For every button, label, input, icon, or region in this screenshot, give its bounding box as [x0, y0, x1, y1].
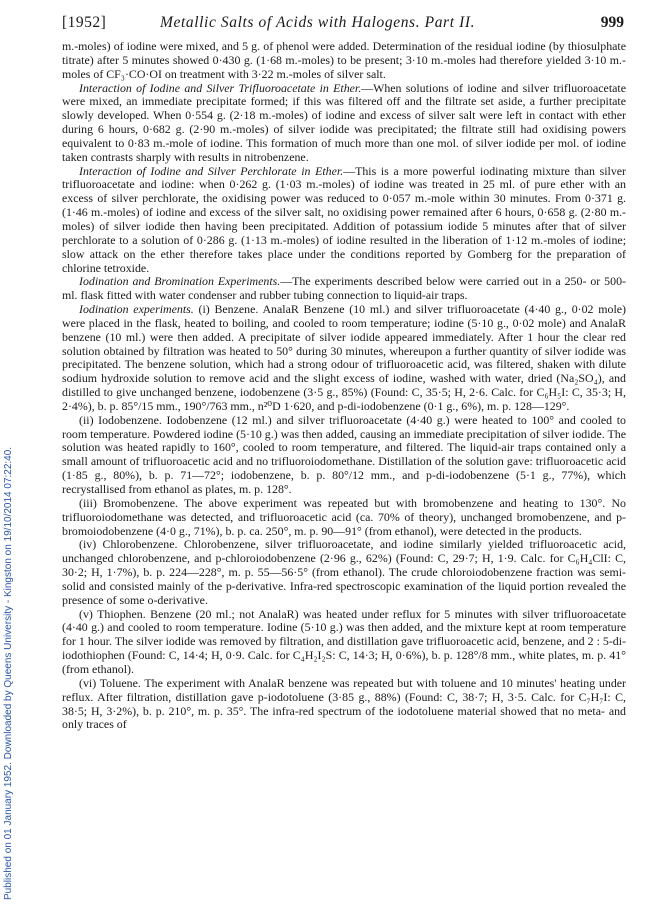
- download-notice-text: Published on 01 January 1952. Downloaded by Queens University - Kingston on 19/10/2014 07:22:40.: [3, 446, 14, 900]
- section-heading: Iodination experiments.: [79, 302, 194, 317]
- paragraph-7: (iii) Bromobenzene. The above experiment was repeated but with bromobenzene and heating to 130°. No trifluoroiodomethane was detected, and trifluoroacetic acid (ca. 70% of theory), unchanged bromobenzene, and p-bromoiodobenzene (4·0 g., 71%), b. p. ca. 250°, m. p. 90—91° (from ethanol), were detected in the products.: [62, 495, 626, 538]
- paragraph-4: Iodination and Bromination Experiments.—The experiments described below were carried out in a 250- or 500-ml. flask fitted with water condenser and rubber tubing connection to liquid-air traps.: [62, 274, 626, 303]
- paragraph-3: Interaction of Iodine and Silver Perchlorate in Ether.—This is a more powerful iodinating mixture than silver trifluoroacetate and iodine: when 0·262 g. (1·03 m.-moles) of iodine was treated in 25 ml. of pure ether with an excess of silver perchlorate, the oxidising power was reduced to 0·057 m.-mole within 30 minutes. From 0·371 g. (1·46 m.-moles) of iodine and excess of the silver salt, no oxidising power remained after 6 hours, 0·658 g. (2·80 m.-moles) of silver iodide then having been precipitated. Addition of potassium iodide 5 minutes after that of silver perchlorate to a solution of 0·286 g. (1·13 m.-moles) of iodine resulted in the liberation of 1·12 m.-moles of iodine; slow attack on the ether therefore takes place under the conditions reported by Gomberg for the preparation of chlorine tetroxide.: [62, 163, 626, 275]
- paragraph-5: Iodination experiments. (i) Benzene. AnalaR Benzene (10 ml.) and silver trifluoroacetate (4·40 g., 0·02 mole) were placed in the flask, heated to boiling, and cooled to room temperature; iodine (5·10 g., 0·02 mole) and AnalaR benzene (10 ml.) were then added. A precipitate of silver iodide appeared immediately. After 1 hour the clear red solution obtained by filtration was heated to 50° during 30 minutes, whereupon a further quantity of silver iodide was precipitated. The benzene solution, which had a strong odour of trifluoroacetic acid, was filtered, shaken with dilute sodium hydroxide solution to remove acid and the slight excess of iodine, washed with water, dried (Na₂SO₄), and distilled to give unchanged benzene, iodobenzene (3·5 g., 85%) (Found: C, 35·5; H, 2·6. Calc. for C₆H₅I: C, 35·3; H, 2·4%), b. p. 85°/15 mm., 190°/763 mm., n²⁰D 1·620, and p-di-iodobenzene (0·1 g., 6%), m. p. 128—129°.: [62, 302, 626, 413]
- paragraph-2: Interaction of Iodine and Silver Trifluoroacetate in Ether.—When solutions of iodine and silver trifluoroacetate were mixed, an immediate precipitate formed; if this was filtered off and the filtrate set aside, a further precipitate slowly developed. When 0·554 g. (2·18 m.-moles) of iodine and excess of silver salt were left in contact with ether during 6 hours, 0·682 g. (2·90 m.-moles) of silver iodide was precipitated; the filtrate still had oxidising powers equivalent to 0·83 m.-mole of iodine. This formation of much more than one mol. of silver iodide per mol. of iodine taken contrasts sharply with results in nitrobenzene.: [62, 80, 626, 164]
- paragraph-1: m.-moles) of iodine were mixed, and 5 g. of phenol were added. Determination of the residual iodine (by thiosulphate titrate) after 5 minutes showed 0·430 g. (1·68 m.-moles) to be present; 3·10 m.-moles had therefore yielded 3·10 m.-moles of CF₃·CO·OI on treatment with 3·22 m.-moles of silver salt.: [62, 39, 626, 81]
- paragraph-9: (v) Thiophen. Benzene (20 ml.; not AnalaR) was heated under reflux for 5 minutes with silver trifluoroacetate (4·40 g.) and cooled to room temperature. Iodine (5·10 g.) was then added, and the mixture kept at room temperature for 1 hour. The silver iodide was removed by filtration, and distillation gave trifluoroacetic acid, benzene, and 2 : 5-di-iodothiophen (Found: C, 14·4; H, 0·9. Calc. for C₄H₂I₂S: C, 14·3; H, 0·6%), b. p. 128°/8 mm., white plates, m. p. 41° (from ethanol).: [62, 606, 626, 676]
- paragraph-6: (ii) Iodobenzene. Iodobenzene (12 ml.) and silver trifluoroacetate (4·40 g.) were heated to 100° and cooled to room temperature. Powdered iodine (5·10 g.) was then added, causing an immediate precipitation of silver iodide. The solution was heated rapidly to 160°, cooled to room temperature, and filtered. The liquid-air traps contained only a small amount of trifluoroacetic acid and no trifluoroiodomethane. Distillation of the solution gave: trifluoroacetic acid (1·85 g., 80%), b. p. 71—72°; iodobenzene, b. p. 80°/12 mm., and p-di-iodobenzene (5·1 g., 77%), which recrystallised from ethanol as plates, m. p. 128°.: [62, 412, 626, 496]
- running-header: [62, 14, 624, 36]
- section-heading: Interaction of Iodine and Silver Perchlorate in Ether.: [79, 163, 344, 178]
- section-heading: Interaction of Iodine and Silver Trifluoroacetate in Ether.: [79, 80, 362, 95]
- article-body: [62, 40, 626, 732]
- paragraph-8: (iv) Chlorobenzene. Chlorobenzene, silver trifluoroacetate, and iodine similarly yielded trifluoroacetic acid, unchanged chlorobenzene, and p-chloroiodobenzene (2·96 g., 62%) (Found: C, 29·7; H, 1·9. Calc. for C₆H₄ClI: C, 30·2; H, 1·7%), b. p. 224—228°, m. p. 55—56·5° (from ethanol). The crude chloroiodobenzene fraction was semi-solid and consisted mainly of the p-derivative. Infra-red spectroscopic examination of the liquid portion revealed the presence of some o-derivative.: [62, 537, 626, 607]
- header-page-number: 999: [600, 14, 624, 31]
- download-notice: [2, 100, 16, 900]
- header-title: Metallic Salts of Acids with Halogens. Part II.: [160, 14, 476, 31]
- header-year: [1952]: [62, 14, 107, 31]
- section-heading: Iodination and Bromination Experiments.: [79, 274, 281, 289]
- paragraph-10: (vi) Toluene. The experiment with AnalaR benzene was repeated but with toluene and 10 minutes' heating under reflux. After filtration, distillation gave p-iodotoluene (3·85 g., 88%) (Found: C, 38·7; H, 3·5. Calc. for C₇H₇I: C, 38·5; H, 3·2%), b. p. 210°, m. p. 35°. The infra-red spectrum of the iodotoluene material showed that no meta- and only traces of: [62, 675, 626, 732]
